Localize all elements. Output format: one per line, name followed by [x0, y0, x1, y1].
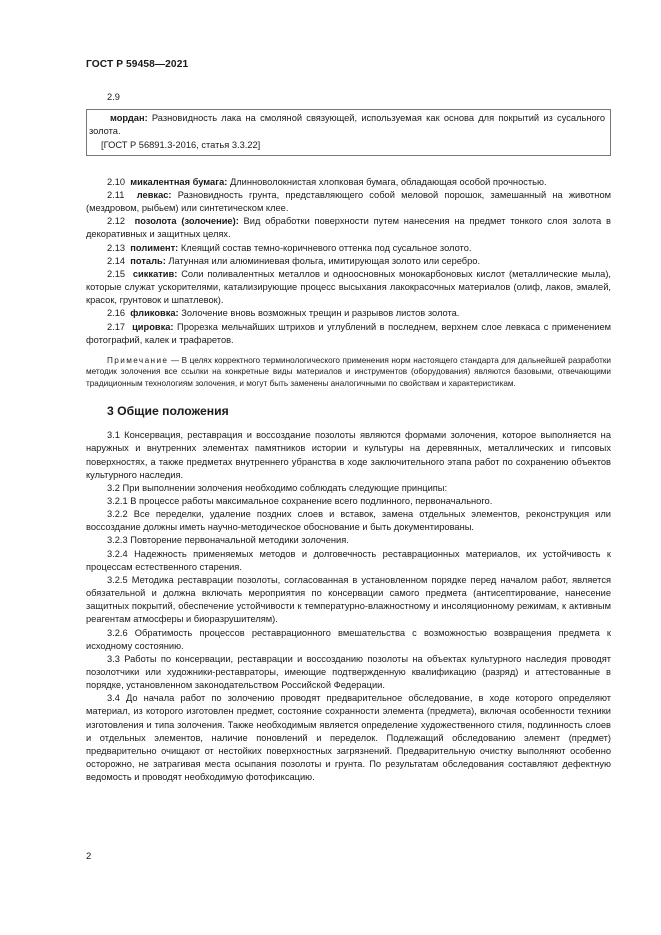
definition-term: полимент:: [130, 242, 179, 253]
section-paragraph: 3.2.2 Все переделки, удаление поздних слоев и вставок, замена отдельных элементов, реконструкция или воссоздание должны иметь научно-методическое обоснование и быть документированы.: [86, 509, 611, 533]
term-name: мордан:: [110, 113, 148, 124]
section-paragraph: 3.1 Консервация, реставрация и воссоздание позолоты являются формами золочения, которое выполняется на наружных и внутренних элементах памятников истории и культуры на деревянных, металлических и гипсовых поверхностях, а также предметах внутреннего убранства в ходе заключительного этапа работ по сохранению объектов культурного наследия.: [86, 430, 611, 480]
section-paragraph: 3.2.5 Методика реставрации позолоты, согласованная в установленном порядке перед началом работ, является обязательной и должна включать мероприятия по консервации самого предмета (антисептирование, нанесение защитных покрытий, обеспечение устойчивости к температурно-влажностному и инсоляционному режимам, к активным реагентам атмосферы и биоразрушителям).: [86, 574, 611, 625]
document-page: [86, 58, 611, 784]
definition-item: 2.16 фликовка: Золочение вновь возможных трещин и разрывов листов золота.: [107, 308, 460, 319]
page-number: 2: [86, 851, 92, 862]
definition-term: поталь:: [130, 255, 166, 266]
section-paragraph: 3.4 До начала работ по золочению проводят предварительное обследование, в ходе которого определяют материал, из которого изготовлен предмет, состояние сохранности элемента (предмета), включая особенности техники изготовления и типа золочения. Также необходимым является определение художественного стиля, подлинность слоев и отдельных элементов, наличие поновлений и переделок. Подлежащий обследованию элемент (предмет) предварительно очищают от нестойких поверхностных загрязнений. Предварительную очистку выполняют особенно осторожно, не затрагивая места осыпания позолоты и грунта. По результатам обследования составляют дефектную ведомость и проводят необходимую фотофиксацию.: [86, 693, 611, 783]
definition-term: фликовка:: [130, 308, 179, 319]
definition-term: сиккатив:: [132, 268, 178, 279]
definition-item: 2.12 позолота (золочение): Вид обработки поверхности путем нанесения на предмет тонкого слоя золота в декоративных и защитных целях.: [86, 216, 611, 240]
section-paragraph: 3.2.6 Обратимость процессов реставрационного вмешательства с возможностью возвращения предмета к исходному состоянию.: [86, 627, 611, 651]
document-code: ГОСТ Р 59458—2021: [86, 59, 189, 70]
definition-term: позолота (золочение):: [134, 216, 239, 227]
term-text: Разновидность лака на смоляной связующей, используемая как основа для покрытий из сусального золота.: [89, 113, 605, 137]
note: [86, 355, 611, 389]
definition-term: левкас:: [136, 189, 172, 200]
section-title: 3 Общие положения: [107, 404, 229, 419]
definition-term: микалентная бумага:: [130, 176, 228, 187]
note-label: Примечание: [107, 355, 169, 365]
term-reference: [ГОСТ Р 56891.3-2016, статья 3.3.22]: [101, 139, 261, 150]
definition-term: цировка:: [132, 321, 174, 332]
section-paragraph: 3.2 При выполнении золочения необходимо соблюдать следующие принципы:: [107, 482, 448, 493]
definition-item: 2.14 поталь: Латунная или алюминиевая фольга, имитирующая золото или серебро.: [107, 255, 481, 266]
note-text: — В целях корректного терминологического применения норм настоящего стандарта для дальнейшей разработки методик золочения все ссылки на конкретные виды материалов и инструментов (оборудования) являются базовыми, отвечающими традиционным технологиям золочения, и могут быть заменены аналогичными по свойствам и характеристикам.: [86, 355, 611, 388]
term-definition: [89, 112, 605, 138]
definition-item: 2.11 левкас: Разновидность грунта, представляющего собой меловой порошок, замешанный на животном (мездровом, рыбьем) или синтетическом клее.: [86, 189, 612, 214]
section-paragraph: 3.2.3 Повторение первоначальной методики золочения.: [107, 535, 349, 546]
definition-item: 2.15 сиккатив: Соли поливалентных металлов и одноосновных монокарбоновых кислот (металлические мыла), которые служат ускорителями, катализирующие процесс высыхания лакокрасочных материалов (олиф, лаков, эмалей, красок, грунтовок и шпатлевок).: [86, 268, 612, 306]
term-number: 2.9: [107, 92, 120, 103]
section-body: [86, 429, 611, 784]
section-paragraph: 3.2.1 В процессе работы максимальное сохранение всего подлинного, первоначального.: [107, 495, 493, 506]
definition-item: 2.17 цировка: Прорезка мельчайших штрихов и углублений в последнем, верхнем слое левкаса с применением фотографий, калек и трафаретов.: [86, 321, 612, 345]
section-paragraph: 3.3 Работы по консервации, реставрации и воссозданию позолоты на объектах культурного наследия проводят позолотчики или художники-реставраторы, имеющие подтвержденную квалификацию (разряд) и аттестованные в порядке, установленном законодательством Российской Федерации.: [86, 653, 611, 691]
definitions-list: [86, 176, 611, 347]
term-box: [86, 109, 611, 155]
section-paragraph: 3.2.4 Надежность применяемых методов и долговечность реставрационных материалов, их устойчивость к процессам естественного старения.: [86, 548, 611, 572]
definition-item: 2.10 микалентная бумага: Длинноволокнистая хлопковая бумага, обладающая особой прочностью.: [107, 176, 547, 187]
definition-item: 2.13 полимент: Клеящий состав темно-коричневого оттенка под сусальное золото.: [107, 242, 472, 253]
